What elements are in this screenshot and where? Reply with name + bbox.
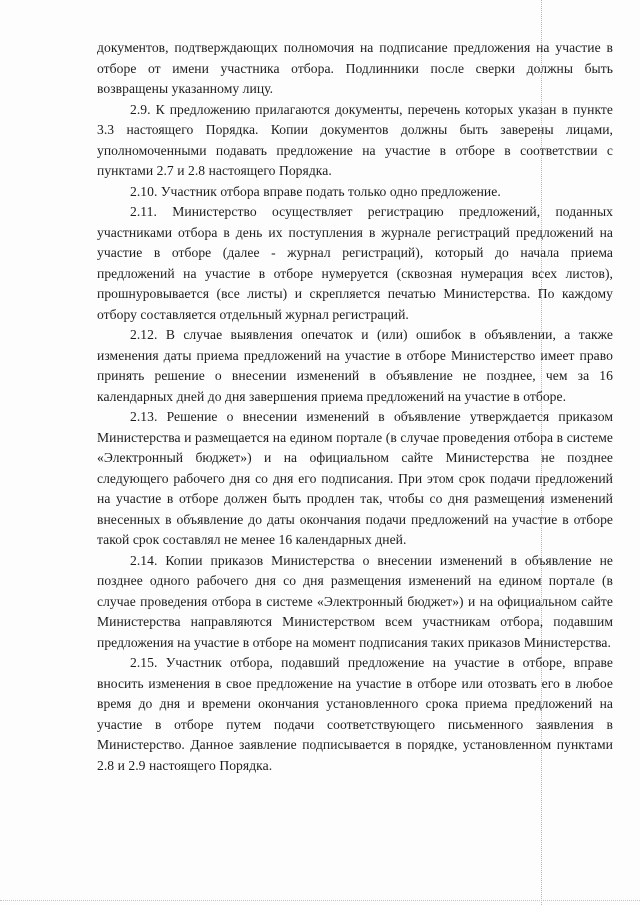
paragraph-2-12: 2.12. В случае выявления опечаток и (или) ошибок в объявлении, а также изменения даты приема предложений на участие в отборе Министерство имеет право принять решение о внесении изменений в объявление не позднее, чем за 16 календарных дней до дня завершения приема предложений на участие в отборе. — [97, 327, 613, 404]
paragraph-2-13: 2.13. Решение о внесении изменений в объявление утверждается приказом Министерства и размещается на едином портале (в случае проведения отбора в системе «Электронный бюджет») и на официальном сайте Министерства не позднее следующего рабочего дня со дня его подписания. При этом срок подачи предложений на участие в отборе должен быть продлен так, чтобы со дня размещения изменений внесенных в объявление до даты окончания подачи предложений на участие в отборе такой срок составлял не менее 16 календарных дней. — [97, 409, 613, 547]
scan-bottom-edge — [0, 900, 640, 901]
paragraph-2-11: 2.11. Министерство осуществляет регистрацию предложений, поданных участниками отбора в день их поступления в журнале регистраций предложений на участие в отборе (далее - журнал регистраций), который до начала приема предложений на участие в отборе нумеруется (сквозная нумерация всех листов), прошнуровывается (все листы) и скрепляется печатью Министерства. По каждому отбору составляется отдельный журнал регистраций. — [97, 204, 613, 322]
paragraph-2-15: 2.15. Участник отбора, подавший предложение на участие в отборе, вправе вносить изменения в свое предложение на участие в отборе или отозвать его в любое время до дня и времени окончания установленного срока приема предложений на участие в отборе путем подачи соответствующего письменного заявления в Министерство. Данное заявление подписывается в порядке, установленном пунктами 2.8 и 2.9 настоящего Порядка. — [97, 655, 613, 773]
paragraph-continuation: документов, подтверждающих полномочия на подписание предложения на участие в отборе от имени участника отбора. Подлинники после сверки должны быть возвращены указанному лицу. — [97, 40, 613, 96]
paragraph-2-14: 2.14. Копии приказов Министерства о внесении изменений в объявление не позднее одного рабочего дня со дня размещения изменений на едином портале (в случае проведения отбора в системе «Электронный бюджет») и на официальном сайте Министерства направляются Министерством всем участникам отбора, подавшим предложения на участие в отборе на момент подписания таких приказов Министерства. — [97, 552, 613, 650]
paragraph-2-9: 2.9. К предложению прилагаются документы, перечень которых указан в пункте 3.3 настоящего Порядка. Копии документов должны быть заверены лицами, уполномоченными подавать предложение на участие в отборе в соответствии с пунктами 2.7 и 2.8 настоящего Порядка. — [97, 101, 613, 178]
document-body — [97, 38, 613, 776]
paragraph-2-10: 2.10. Участник отбора вправе подать только одно предложение. — [130, 183, 501, 199]
